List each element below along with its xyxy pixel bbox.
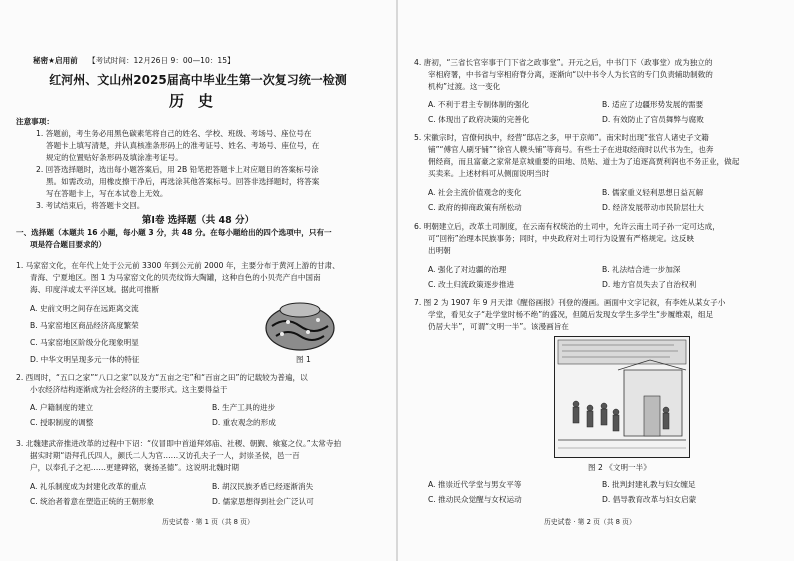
- q3-option-d: D. 儒家思想得到社会广泛认可: [212, 497, 314, 506]
- q6-option-a: A. 强化了对边疆的治理: [428, 265, 507, 274]
- note-line: 规定的位置贴好条形码及填涂准考证号。: [46, 153, 183, 162]
- note-line: 写在答题卡上，写在本试卷上无效。: [46, 189, 168, 198]
- q1-option-b: B. 马家窑地区商品经济高度繁荣: [30, 321, 139, 330]
- q6-stem: 可“回衔”治理本民族事务；同时，中央政府对土司行为设置有严格规定。这反映: [428, 234, 695, 243]
- q7-option-b: B. 批判封建礼教与妇女缠足: [602, 480, 696, 489]
- section-instruction: 一、选择题（本题共 16 小题，每小题 3 分，共 48 分。在每小题给出的四个选项中，只有一: [16, 228, 332, 237]
- q4-option-a: A. 不利于君主专制体制的强化: [428, 100, 530, 109]
- page-footer-right: 历史试卷 · 第 2 页（共 8 页）: [544, 518, 636, 526]
- q2-option-c: C. 授职制度的调整: [30, 418, 94, 427]
- q5-option-a: A. 社会主流价值观念的变化: [428, 188, 522, 197]
- q7-option-d: D. 倡导教育改革与妇女启蒙: [602, 495, 697, 504]
- page-left: [0, 0, 396, 561]
- cartoon-figure: [554, 336, 690, 458]
- q2-option-b: B. 生产工具的进步: [212, 403, 276, 412]
- q1-option-a: A. 史前文明之间存在远距离交流: [30, 304, 139, 313]
- q4-option-b: B. 适应了边疆形势发展的需要: [602, 100, 704, 109]
- q5-stem: 佣经商，而且富豪之家常是京城重要的田地、员贴、道士为了追逐高贾利润也不务正业，做起: [428, 157, 740, 166]
- q2-option-a: A. 户籍制度的建立: [30, 403, 94, 412]
- q6-option-d: D. 地方官员失去了自治权利: [602, 280, 697, 289]
- note-line: 黑。如需改动，用橡皮擦干净后，再选涂其他答案标号。回答非选择题时，将答案: [46, 177, 320, 186]
- note-line: 答题卡上填写清楚，并认真核准条形码上的准考证号、姓名、考场号、座位号，在: [46, 141, 320, 150]
- q2-stem: 2. 西周时，“五口之家”“八口之家”以及方“五亩之宅”和“百亩之田”的记载较为普遍，以: [16, 373, 308, 382]
- q5-stem: 买卖来。上述材料可从侧面说明当时: [428, 169, 550, 178]
- q6-option-b: B. 礼法结合进一步加深: [602, 265, 681, 274]
- q4-stem: 宰相府署，中书省与宰相府脊分离，逐渐向“以中书令人为长官的专门负责辅助制敕的: [428, 70, 713, 79]
- q1-stem: 青海、宁夏地区。图 1 为马家窑文化的贝壳纹饰大陶罐，这种自色的小贝壳产自中国南: [30, 273, 321, 282]
- q3-stem: 户，以奉孔子之祀……更建碑铭，褒扬圣德”。这说明北魏时期: [30, 463, 239, 472]
- q1-stem: 1. 马家窑文化，在年代上处于公元前 3300 年到公元前 2000 年，主要分布于黄河上游的甘肃、: [16, 261, 340, 270]
- q4-option-c: C. 体现出了政府决策的完善化: [428, 115, 530, 124]
- secret-label: 秘密★启用前: [33, 56, 78, 65]
- q5-option-d: D. 经济发展带动市民阶层壮大: [602, 203, 704, 212]
- page-footer-left: 历史试卷 · 第 1 页（共 8 页）: [162, 518, 254, 526]
- q6-stem: 出明朝: [428, 246, 451, 255]
- q7-option-a: A. 推崇近代学堂与男女平等: [428, 480, 522, 489]
- q3-option-b: B. 胡汉民族矛盾已经逐渐消失: [212, 482, 314, 491]
- q2-option-d: D. 重农观念的形成: [212, 418, 276, 427]
- notes-heading: 注意事项：: [16, 117, 54, 126]
- exam-title: 红河州、文山州2025届高中毕业生第一次复习统一检测: [49, 73, 347, 87]
- q7-stem: 7. 图 2 为 1907 年 9 月天津《醒俗画报》刊登的漫画。画面中文字记叙，有李姓从某女子小: [414, 298, 726, 307]
- q3-stem: 3. 北魏建武帝推进改革的过程中下诏：“仪冒即中首道拜郊庙、社稷、朝觐、飨宴之仪。”太常寺拍: [16, 439, 342, 448]
- q5-option-b: B. 儒家重义轻利思想日益瓦解: [602, 188, 704, 197]
- q4-option-d: D. 有效防止了官员舞弊与腐败: [602, 115, 704, 124]
- subject-title: 历史: [168, 92, 227, 110]
- q3-option-c: C. 统治者着意在塑造正统的王朝形象: [30, 497, 155, 506]
- q1-option-c: C. 马家窑地区阶级分化现象明显: [30, 338, 139, 347]
- q3-stem: 据实时期“语拜孔氏四人，颜氏二人为官……又访孔夫子一人，封崇圣侯，邑一百: [30, 451, 300, 460]
- q1-option-d: D. 中华文明呈现多元一体的特征: [30, 355, 140, 364]
- exam-time: 【考试时间：12月26日 9：00—10：15】: [88, 56, 235, 65]
- q5-option-c: C. 政府的抑商政策有所松动: [428, 203, 522, 212]
- pottery-jar-figure: [258, 292, 342, 354]
- figure-2-caption: 图 2 《文明一半》: [588, 463, 651, 472]
- q7-option-c: C. 推动民众觉醒与女权运动: [428, 495, 522, 504]
- q5-stem: 5. 宋徽宗时，宫僚何执中，经营“邸店之多，甲于京师”。南宋时出现“张官人诸史子文籍: [414, 133, 709, 142]
- q7-stem: 学堂，看见女子“赴学堂时杨不绝”的盛况，但随后发现女学生多学生“步履维艰，组足: [428, 310, 714, 319]
- figure-1-caption: 图 1: [296, 355, 311, 364]
- section-instruction: 项是符合题目要求的）: [30, 240, 106, 249]
- note-line: 1. 答题前，考生务必用黑色碳素笔将自己的姓名、学校、班级、考场号、座位号在: [36, 129, 312, 138]
- q4-stem: 4. 唐初，“三省长官宰事于门下省之政事堂”。开元之后，中书门下（政事堂）成为独立的: [414, 58, 713, 67]
- q7-stem: 仍居大半”，可谓“文明一半”。该漫画旨在: [428, 322, 569, 331]
- q1-stem: 海、印度洋或太平洋区域。据此可推断: [30, 285, 160, 294]
- q6-stem: 6. 明朝建立后，改革土司制度，在云南有权统治的土司中，允许云南土司子孙一定可达成，: [414, 222, 720, 231]
- note-line: 2. 回答选择题时，选出每小题答案后，用 2B 铅笔把答题卡上对应题目的答案标号涂: [36, 165, 319, 174]
- section-title: 第Ⅰ卷 选择题（共 48 分）: [141, 215, 255, 226]
- q6-option-c: C. 改土归流政策逐步推进: [428, 280, 515, 289]
- note-line: 3. 考试结束后，将答题卡交回。: [36, 201, 145, 210]
- q3-option-a: A. 礼乐制度成为封建化改革的重点: [30, 482, 147, 491]
- q5-stem: 铺”“傅官人刷牙铺”“徐官人幞头铺”等商号。有些士子在进取经商时以代书为生，也奔: [428, 145, 714, 154]
- page-right: [398, 0, 794, 561]
- q2-stem: 小农经济结构逐渐成为社会经济的主要形式。这主要得益于: [30, 385, 228, 394]
- q4-stem: 机构”过渡。这一变化: [428, 82, 501, 91]
